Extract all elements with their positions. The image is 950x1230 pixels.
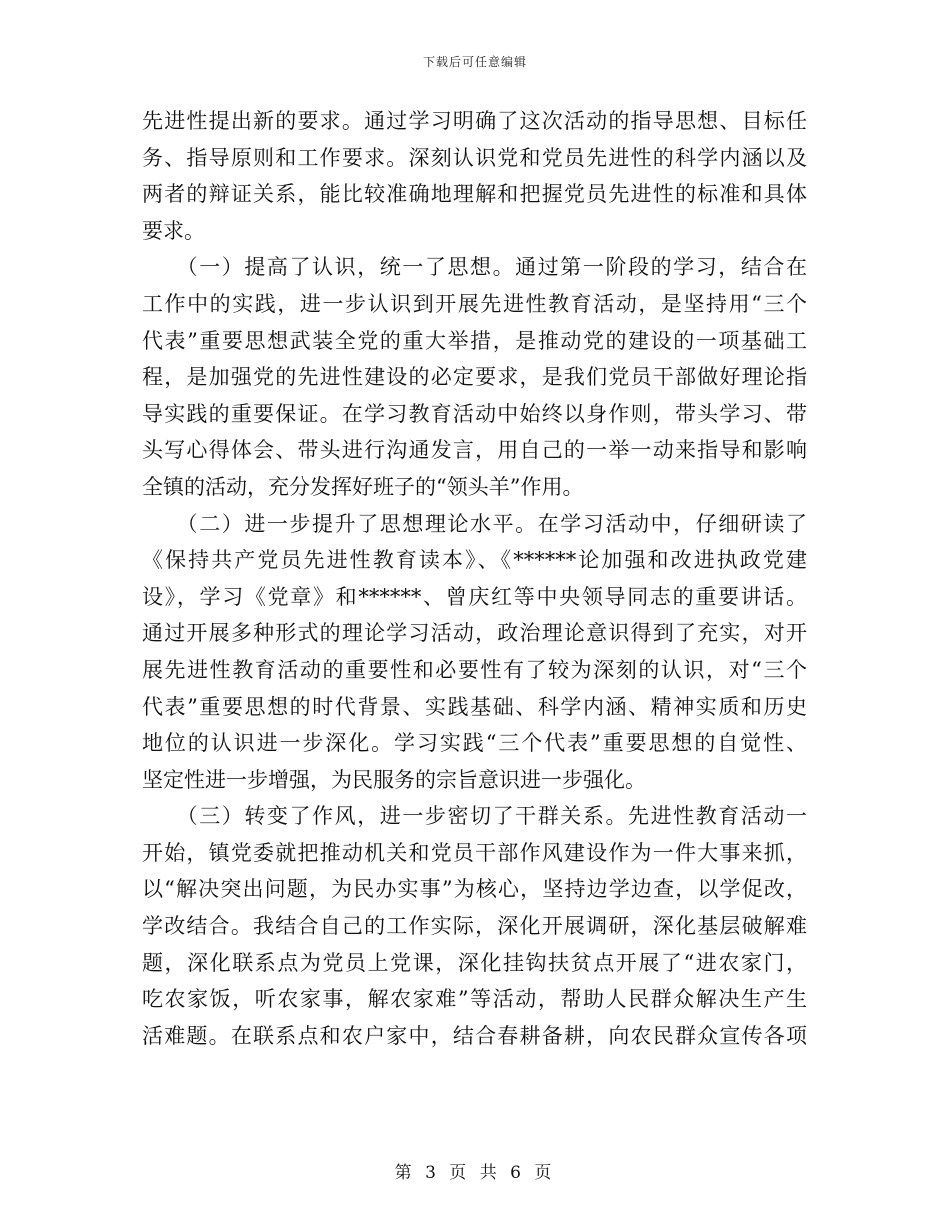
text-line: 代表”重要思想的时代背景、实践基础、科学内涵、精神实质和历史: [142, 694, 807, 719]
page-footer: 第 3 页 共 6 页: [394, 1163, 556, 1183]
text-line: 全镇的活动，充分发挥好班子的“领头羊”作用。: [142, 474, 584, 499]
text-line: 务、指导原则和工作要求。深刻认识党和党员先进性的科学内涵以及: [142, 145, 807, 170]
text-line: 地位的认识进一步深化。学习实践“三个代表”重要思想的自觉性、: [142, 731, 807, 756]
text-line: 要求。: [142, 218, 205, 243]
text-line: 开始，镇党委就把推动机关和党员干部作风建设作为一件大事来抓，: [142, 840, 807, 865]
text-line: （二）进一步提升了思想理论水平。在学习活动中，仔细研读了: [142, 511, 807, 536]
text-line: 展先进性教育活动的重要性和必要性有了较为深刻的认识，对“三个: [142, 657, 807, 682]
text-line: 坚定性进一步增强，为民服务的宗旨意识进一步强化。: [142, 767, 646, 792]
text-line: 两者的辩证关系，能比较准确地理解和把握党员先进性的标准和具体: [142, 182, 807, 207]
text-line: 代表”重要思想武装全党的重大举措，是推动党的建设的一项基础工: [142, 328, 807, 353]
text-line: （一）提高了认识，统一了思想。通过第一阶段的学习，结合在: [142, 255, 807, 280]
text-line: 通过开展多种形式的理论学习活动，政治理论意识得到了充实，对开: [142, 621, 807, 646]
text-line: 设》，学习《党章》和******、曾庆红等中央领导同志的重要讲话。: [142, 584, 807, 609]
text-line: 先进性提出新的要求。通过学习明确了这次活动的指导思想、目标任: [142, 109, 807, 133]
text-line: 头写心得体会、带头进行沟通发言，用自己的一举一动来指导和影响: [142, 438, 807, 463]
text-line: 学改结合。我结合自己的工作实际，深化开展调研，深化基层破解难: [142, 914, 807, 939]
text-line: 题，深化联系点为党员上党课，深化挂钩扶贫点开展了“进农家门，: [142, 950, 807, 975]
page-header: 下载后可任意编辑: [422, 55, 527, 69]
text-line: 导实践的重要保证。在学习教育活动中始终以身作则，带头学习、带: [142, 401, 807, 426]
text-line: 程，是加强党的先进性建设的必定要求，是我们党员干部做好理论指: [142, 365, 807, 390]
document-body: [142, 103, 807, 1054]
text-line: 吃农家饭，听农家事，解农家难”等活动，帮助人民群众解决生产生: [142, 987, 807, 1012]
text-line: 以“解决突出问题，为民办实事”为核心，坚持边学边查，以学促改，: [142, 877, 807, 902]
text-line: 工作中的实践，进一步认识到开展先进性教育活动，是坚持用“三个: [142, 291, 807, 316]
text-line: 《保持共产党员先进性教育读本》、《******论加强和改进执政党建: [142, 548, 807, 573]
text-line: 活难题。在联系点和农户家中，结合春耕备耕，向农民群众宣传各项: [142, 1023, 807, 1048]
text-line: （三）转变了作风，进一步密切了干群关系。先进性教育活动一: [142, 804, 807, 829]
